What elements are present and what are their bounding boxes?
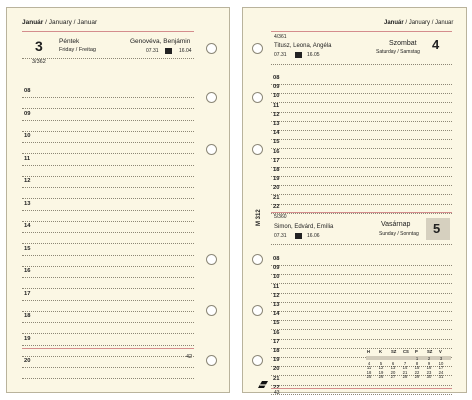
sunset-time: 16.04	[179, 48, 192, 54]
hour-line[interactable]	[22, 367, 194, 368]
calendar-day[interactable]: 6	[391, 360, 395, 366]
half-hour-line[interactable]	[22, 176, 194, 177]
hour-line[interactable]	[271, 204, 452, 205]
binder-hole	[252, 254, 263, 265]
binder-hole	[206, 254, 217, 265]
hour-line[interactable]	[271, 339, 452, 340]
hour-label: 13	[273, 302, 280, 308]
day-name-translations: Friday / Freitag	[59, 47, 96, 53]
hour-label: 11	[273, 283, 280, 290]
mini-month-calendar	[366, 349, 451, 380]
sunday-day-name-translations: Sunday / Sonntag	[379, 231, 419, 237]
hour-label: 16	[24, 268, 31, 274]
hour-line[interactable]	[271, 320, 452, 321]
hour-label: 08	[273, 75, 280, 81]
hour-line[interactable]	[22, 255, 194, 256]
saturday-day-name-translations: Saturday / Samstag	[376, 49, 420, 55]
calendar-day[interactable]: 2	[427, 356, 431, 361]
sunrise-time: 07.31	[146, 48, 159, 54]
binder-hole	[206, 43, 217, 54]
calendar-day[interactable]: 24	[438, 369, 444, 375]
hour-label: 18	[273, 167, 280, 173]
hour-line[interactable]	[22, 210, 194, 211]
saturday-header-divider	[271, 64, 452, 65]
half-hour-line[interactable]	[22, 311, 194, 312]
right-planner-page	[242, 7, 467, 396]
calendar-day[interactable]: 26	[378, 374, 384, 380]
calendar-day[interactable]: 12	[378, 365, 384, 371]
calendar-day[interactable]: 14	[402, 365, 408, 371]
hour-label: 12	[273, 111, 280, 118]
page-number: 43	[274, 390, 280, 396]
weekday-header: K	[379, 349, 383, 354]
hour-line[interactable]	[22, 322, 194, 323]
hour-label: 20	[24, 358, 31, 364]
binder-hole	[252, 92, 263, 103]
binder-hole	[252, 305, 263, 316]
hour-label: 17	[273, 338, 280, 345]
hour-label: 10	[273, 274, 280, 281]
half-hour-line[interactable]	[22, 378, 194, 379]
hour-label: 13	[24, 200, 31, 207]
header-divider	[22, 58, 194, 59]
hour-label: 19	[273, 357, 280, 364]
hour-label: 15	[24, 245, 31, 252]
hour-line[interactable]	[271, 283, 452, 284]
day-separator	[271, 212, 452, 213]
hour-line[interactable]	[22, 345, 194, 346]
half-hour-line[interactable]	[22, 333, 194, 334]
hour-label: 10	[273, 93, 280, 100]
hour-label: 21	[273, 194, 280, 201]
hour-line[interactable]	[271, 194, 452, 195]
half-hour-line[interactable]	[22, 266, 194, 267]
hour-label: 18	[24, 313, 31, 319]
left-planner-page	[6, 7, 230, 393]
sunday-day-number: 5	[433, 221, 441, 236]
hour-label: 09	[273, 84, 280, 91]
binder-hole	[206, 144, 217, 155]
weekday-header: H	[367, 349, 371, 354]
hour-line[interactable]	[271, 93, 452, 94]
hour-label: 17	[273, 157, 280, 164]
calendar-day[interactable]: 23	[426, 369, 432, 375]
binder-hole	[252, 144, 263, 155]
hour-label: 18	[273, 348, 280, 354]
hour-label: 14	[273, 130, 280, 137]
calendar-day[interactable]: 25	[366, 374, 372, 380]
hour-label: 20	[273, 366, 280, 373]
hour-line[interactable]	[271, 329, 452, 330]
hour-label: 12	[273, 292, 280, 299]
hour-label: 08	[273, 256, 280, 262]
weekday-header: V	[439, 349, 442, 354]
sunday-header-divider	[271, 244, 452, 245]
saturday-name-days: Titusz, Leona, Angéla	[274, 43, 332, 49]
sunday-day-name: Vasárnap	[381, 221, 411, 228]
binder-hole	[252, 43, 263, 54]
hour-line[interactable]	[22, 142, 194, 143]
weekday-header: SZ	[427, 349, 433, 354]
hour-line[interactable]	[271, 158, 452, 159]
hour-label: 22	[273, 384, 280, 391]
calendar-day[interactable]: 29	[414, 374, 420, 380]
binder-hole	[206, 355, 217, 366]
footer-rule	[271, 388, 452, 389]
hour-label: 09	[273, 265, 280, 272]
hour-line[interactable]	[22, 120, 194, 121]
hour-line[interactable]	[271, 139, 452, 140]
hour-label: 14	[24, 223, 31, 229]
calendar-day[interactable]: 8	[415, 360, 419, 366]
half-hour-line[interactable]	[22, 243, 194, 244]
hour-line[interactable]	[271, 167, 452, 168]
hour-label: 15	[273, 320, 280, 327]
hour-label: 10	[24, 133, 31, 139]
hour-label: 08	[24, 88, 31, 94]
hour-line[interactable]	[271, 112, 452, 113]
sunday-name-days: Simon, Edvárd, Emília	[274, 224, 334, 230]
header-rule	[271, 31, 452, 32]
hour-label: 11	[24, 155, 31, 162]
hour-line[interactable]	[271, 130, 452, 131]
footer-rule	[22, 348, 194, 349]
hour-line[interactable]	[22, 232, 194, 233]
calendar-day[interactable]: 11	[366, 365, 372, 371]
hour-label: 19	[24, 335, 31, 342]
hour-line[interactable]	[271, 274, 452, 275]
sunday-sunset: 16.06	[307, 233, 320, 239]
binder-hole	[206, 92, 217, 103]
moon-phase-icon	[165, 48, 172, 54]
hour-line[interactable]	[22, 97, 194, 98]
product-code: M 312	[256, 209, 262, 226]
hour-label: 17	[24, 290, 31, 297]
calendar-day[interactable]: 18	[366, 369, 372, 375]
hour-label: 16	[273, 148, 280, 155]
weekday-header: CS	[403, 349, 409, 354]
calendar-day[interactable]: 16	[426, 365, 432, 371]
half-hour-line[interactable]	[22, 198, 194, 199]
calendar-day[interactable]: 17	[438, 365, 444, 371]
hour-label: 14	[273, 311, 280, 318]
hour-line[interactable]	[271, 311, 452, 312]
calendar-day[interactable]: 19	[378, 369, 384, 375]
hour-label: 19	[273, 176, 280, 183]
calendar-day[interactable]: 4	[367, 360, 371, 366]
binder-hole	[206, 305, 217, 316]
calendar-day[interactable]: 5	[379, 360, 383, 366]
calendar-day[interactable]: 7	[403, 360, 407, 366]
half-hour-line[interactable]	[22, 153, 194, 154]
calendar-day[interactable]: 1	[415, 356, 419, 361]
half-hour-line[interactable]	[22, 288, 194, 289]
hour-label: 13	[273, 121, 280, 127]
hour-label: 11	[273, 102, 280, 109]
hour-line[interactable]	[271, 385, 452, 386]
hour-label: 20	[273, 185, 280, 192]
binder-hole	[252, 355, 263, 366]
hour-line[interactable]	[271, 121, 452, 122]
calendar-day[interactable]: 13	[390, 365, 396, 371]
saturday-day-name: Szombat	[389, 40, 417, 47]
saturday-sunset: 16.05	[307, 52, 320, 58]
page-number: 42	[186, 354, 193, 360]
saturday-day-number: 4	[432, 37, 440, 52]
month-header: Január / January / Januar	[384, 20, 454, 26]
header-rule	[22, 31, 194, 32]
weekday-header: SZ	[391, 349, 397, 354]
saturday-day-of-year: 4/361	[274, 34, 287, 40]
hour-label: 12	[24, 178, 31, 184]
brand-logo-icon	[257, 377, 269, 395]
sunday-day-of-year: 5/360	[274, 214, 287, 220]
calendar-day[interactable]: 3	[439, 356, 443, 361]
saturday-sunrise: 07.31	[274, 52, 287, 58]
hour-line[interactable]	[271, 176, 452, 177]
hour-label: 09	[24, 110, 31, 117]
hour-line[interactable]	[271, 293, 452, 294]
half-hour-line[interactable]	[22, 221, 194, 222]
moon-phase-icon	[295, 52, 302, 58]
hour-line[interactable]	[271, 302, 452, 303]
hour-line[interactable]	[271, 148, 452, 149]
hour-line[interactable]	[271, 185, 452, 186]
hour-label: 21	[273, 375, 280, 382]
calendar-day[interactable]: 28	[402, 374, 408, 380]
sunday-sunrise: 07.31	[274, 233, 287, 239]
hour-line[interactable]	[271, 102, 452, 103]
hour-line[interactable]	[271, 394, 452, 395]
day-of-year: 3/362	[32, 59, 46, 65]
hour-line[interactable]	[22, 187, 194, 188]
hour-line[interactable]	[22, 277, 194, 278]
calendar-day[interactable]: 30	[426, 374, 432, 380]
calendar-day[interactable]: 27	[390, 374, 396, 380]
calendar-day[interactable]: 21	[402, 369, 408, 375]
half-hour-line[interactable]	[22, 108, 194, 109]
hour-line[interactable]	[22, 165, 194, 166]
day-number: 3	[35, 38, 43, 54]
hour-line[interactable]	[271, 84, 452, 85]
moon-phase-icon	[295, 233, 302, 239]
hour-label: 22	[273, 203, 280, 210]
calendar-day[interactable]: 10	[438, 360, 444, 366]
weekday-header: P	[415, 349, 418, 354]
hour-label: 16	[273, 329, 280, 336]
day-name: Péntek	[59, 38, 80, 45]
hour-label: 15	[273, 139, 280, 146]
month-header: Január / January / Januar	[22, 19, 98, 26]
hour-line[interactable]	[22, 300, 194, 301]
half-hour-line[interactable]	[22, 356, 194, 357]
calendar-day[interactable]: 31	[438, 374, 444, 380]
calendar-day[interactable]: 20	[390, 369, 396, 375]
hour-line[interactable]	[271, 265, 452, 266]
calendar-day[interactable]: 9	[427, 360, 431, 366]
name-days: Genovéva, Benjámin	[130, 38, 191, 45]
calendar-day[interactable]: 22	[414, 369, 420, 375]
calendar-day[interactable]: 15	[414, 365, 420, 371]
half-hour-line[interactable]	[22, 131, 194, 132]
